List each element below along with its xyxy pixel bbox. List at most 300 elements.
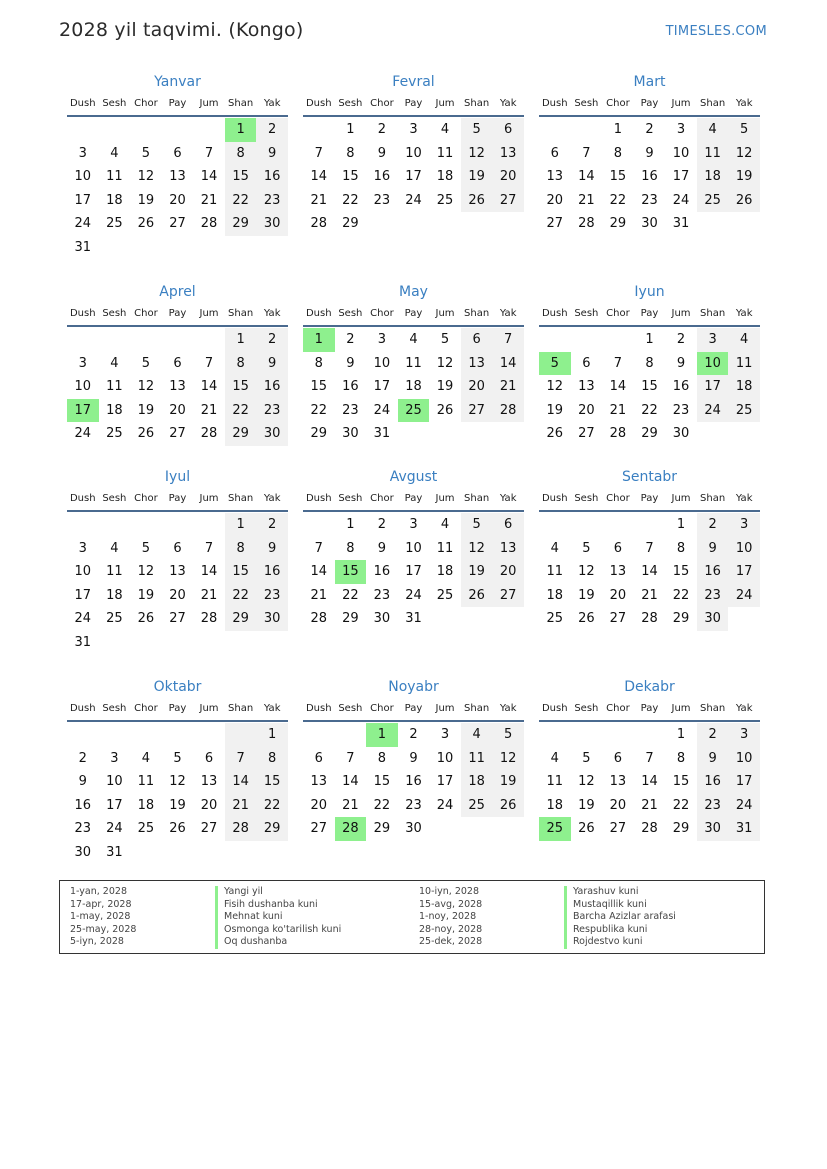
day-cell: 18 xyxy=(405,379,422,395)
day-cell: 14 xyxy=(578,169,595,185)
empty-cell xyxy=(303,118,335,142)
day-cell: 23 xyxy=(641,192,658,208)
day-cell: 6 xyxy=(613,540,623,556)
day-cell: 2 xyxy=(78,750,87,766)
day-cell: 13 xyxy=(169,379,186,395)
day-cell: 17 xyxy=(405,564,422,580)
month-block xyxy=(303,677,524,841)
day-cell: 19 xyxy=(461,165,493,189)
weekday-label: Sesh xyxy=(338,308,363,319)
day-cell: 22 xyxy=(342,192,359,208)
day-cell: 22 xyxy=(609,192,627,208)
weekday-label: Sesh xyxy=(574,308,599,319)
day-cell: 6 xyxy=(173,145,182,161)
empty-cell xyxy=(67,723,99,747)
day-cell: 30 xyxy=(74,844,92,860)
day-cell: 7 xyxy=(314,540,323,556)
day-cell: 15 xyxy=(310,379,328,395)
day-cell: 16 xyxy=(697,560,729,584)
day-cell: 29 xyxy=(609,216,627,232)
empty-cell xyxy=(130,513,162,537)
day-cell: 29 xyxy=(256,817,288,841)
empty-cell xyxy=(99,723,131,747)
day-cell: 28 xyxy=(492,399,524,423)
day-cell: 27 xyxy=(461,399,493,423)
holiday-day-cell: 1 xyxy=(303,328,335,352)
days-grid xyxy=(303,723,524,841)
day-cell: 4 xyxy=(110,355,119,371)
day-cell: 4 xyxy=(461,723,493,747)
day-cell: 20 xyxy=(609,587,627,603)
day-cell: 27 xyxy=(492,584,524,608)
weekday-label: Sesh xyxy=(102,703,127,714)
day-cell: 16 xyxy=(256,165,288,189)
day-cell: 24 xyxy=(672,192,690,208)
day-cell: 5 xyxy=(141,355,151,371)
day-cell: 3 xyxy=(676,122,686,137)
day-cell: 3 xyxy=(440,727,450,742)
empty-cell xyxy=(335,723,367,747)
day-cell: 16 xyxy=(256,375,288,399)
day-cell: 24 xyxy=(74,216,92,232)
weekday-label: Yak xyxy=(499,703,517,714)
day-cell: 15 xyxy=(373,774,391,790)
day-cell: 27 xyxy=(169,216,186,232)
weekday-label: Pay xyxy=(640,98,659,109)
day-cell: 17 xyxy=(672,169,690,185)
day-cell: 9 xyxy=(409,750,418,766)
day-cell: 9 xyxy=(377,145,387,161)
day-cell: 13 xyxy=(310,774,328,790)
day-cell: 21 xyxy=(609,402,627,418)
day-cell: 31 xyxy=(74,634,92,650)
day-cell: 14 xyxy=(310,169,328,185)
day-cell: 27 xyxy=(546,216,564,232)
weekday-label: Shan xyxy=(228,703,254,714)
day-cell: 19 xyxy=(436,379,454,395)
day-cell: 18 xyxy=(697,165,729,189)
day-cell: 20 xyxy=(492,560,524,584)
day-cell: 12 xyxy=(137,169,155,185)
weekday-label: Pay xyxy=(640,308,659,319)
day-cell: 24 xyxy=(373,402,391,418)
day-cell: 29 xyxy=(672,611,690,627)
day-cell: 26 xyxy=(137,611,155,627)
month-name: Mart xyxy=(633,74,666,90)
weekday-label: Dush xyxy=(69,493,96,504)
legend-date: 1-may, 2028 xyxy=(70,911,131,923)
empty-cell xyxy=(99,118,131,142)
month-name: Iyul xyxy=(164,469,191,485)
empty-cell xyxy=(634,723,666,747)
weekday-label: Dush xyxy=(541,493,568,504)
day-cell: 26 xyxy=(137,426,155,442)
day-cell: 7 xyxy=(204,145,214,161)
weekday-label: Pay xyxy=(168,493,187,504)
weekday-label: Pay xyxy=(404,98,423,109)
day-cell: 25 xyxy=(106,426,123,442)
day-cell: 17 xyxy=(106,797,123,813)
day-cell: 28 xyxy=(225,817,257,841)
weekday-label: Chor xyxy=(134,703,158,714)
days-grid xyxy=(303,328,524,446)
day-cell: 23 xyxy=(697,794,729,818)
day-cell: 25 xyxy=(546,611,564,627)
day-cell: 26 xyxy=(137,216,155,232)
day-cell: 24 xyxy=(405,192,422,208)
month-name: Dekabr xyxy=(624,679,675,695)
legend-holiday-name: Mehnat kuni xyxy=(215,911,341,924)
day-cell: 1 xyxy=(346,517,355,532)
day-cell: 23 xyxy=(256,399,288,423)
day-cell: 21 xyxy=(310,192,328,208)
day-cell: 12 xyxy=(461,537,493,561)
day-cell: 26 xyxy=(728,189,760,213)
weekday-label: Chor xyxy=(370,703,394,714)
day-cell: 11 xyxy=(697,142,729,166)
day-cell: 10 xyxy=(74,379,92,395)
weekday-label: Yak xyxy=(735,493,753,504)
weekday-label: Shan xyxy=(228,98,254,109)
weekday-label: Shan xyxy=(700,703,726,714)
day-cell: 27 xyxy=(169,426,186,442)
day-cell: 8 xyxy=(346,145,355,161)
holiday-day-cell: 10 xyxy=(697,352,729,376)
day-cell: 11 xyxy=(436,145,454,161)
weekday-label: Dush xyxy=(69,308,96,319)
month-name: Oktabr xyxy=(153,679,202,695)
day-cell: 17 xyxy=(436,774,454,790)
empty-cell xyxy=(67,118,99,142)
weekday-label: Pay xyxy=(404,308,423,319)
day-cell: 25 xyxy=(106,611,123,627)
day-cell: 10 xyxy=(74,169,92,185)
day-cell: 29 xyxy=(225,212,257,236)
day-cell: 7 xyxy=(204,355,214,371)
day-cell: 21 xyxy=(641,797,658,813)
legend-date: 10-iyn, 2028 xyxy=(419,886,480,897)
day-cell: 11 xyxy=(106,379,123,395)
day-cell: 1 xyxy=(676,727,686,742)
day-cell: 21 xyxy=(492,375,524,399)
day-cell: 5 xyxy=(582,540,591,556)
day-cell: 7 xyxy=(613,355,623,371)
day-cell: 8 xyxy=(256,747,288,771)
day-cell: 13 xyxy=(546,169,564,185)
day-cell: 11 xyxy=(106,169,123,185)
day-cell: 24 xyxy=(697,399,729,423)
day-cell: 27 xyxy=(310,821,328,837)
legend-holiday-name: Respublika kuni xyxy=(564,924,676,937)
weekday-label: Dush xyxy=(541,308,568,319)
day-cell: 20 xyxy=(492,165,524,189)
day-cell: 20 xyxy=(169,192,186,208)
day-cell: 10 xyxy=(405,145,422,161)
site-link[interactable]: TIMESLES.COM xyxy=(665,24,767,39)
day-cell: 17 xyxy=(728,560,760,584)
day-cell: 27 xyxy=(609,611,627,627)
day-cell: 29 xyxy=(225,607,257,631)
day-cell: 17 xyxy=(373,379,391,395)
day-cell: 16 xyxy=(641,169,658,185)
day-cell: 21 xyxy=(200,587,218,603)
day-cell: 3 xyxy=(78,355,87,371)
day-cell: 10 xyxy=(728,537,760,561)
day-cell: 7 xyxy=(225,747,257,771)
day-cell: 19 xyxy=(137,587,155,603)
day-cell: 25 xyxy=(137,821,155,837)
day-cell: 4 xyxy=(728,328,760,352)
day-cell: 19 xyxy=(461,560,493,584)
days-grid xyxy=(67,723,288,865)
day-cell: 1 xyxy=(613,122,623,137)
day-cell: 22 xyxy=(672,797,690,813)
day-cell: 11 xyxy=(546,564,564,580)
weekday-label: Dush xyxy=(541,98,568,109)
day-cell: 30 xyxy=(641,216,658,232)
day-cell: 22 xyxy=(225,399,257,423)
day-cell: 11 xyxy=(728,352,760,376)
weekday-label: Sesh xyxy=(338,703,363,714)
day-cell: 4 xyxy=(110,540,119,556)
weekday-label: Chor xyxy=(134,493,158,504)
weekday-header xyxy=(303,493,524,512)
day-cell: 28 xyxy=(578,216,595,232)
day-cell: 27 xyxy=(492,189,524,213)
day-cell: 13 xyxy=(578,379,595,395)
day-cell: 19 xyxy=(137,192,155,208)
day-cell: 8 xyxy=(377,750,387,766)
day-cell: 31 xyxy=(728,817,760,841)
day-cell: 4 xyxy=(440,517,450,532)
day-cell: 12 xyxy=(578,564,595,580)
days-grid xyxy=(303,118,524,236)
weekday-label: Yak xyxy=(263,493,281,504)
weekday-header xyxy=(67,98,288,117)
weekday-label: Jum xyxy=(671,98,691,109)
weekday-label: Jum xyxy=(435,493,455,504)
day-cell: 22 xyxy=(641,402,658,418)
day-cell: 29 xyxy=(225,422,257,446)
day-cell: 22 xyxy=(373,797,391,813)
month-block xyxy=(303,72,524,236)
day-cell: 26 xyxy=(169,821,186,837)
holiday-legend xyxy=(59,880,765,954)
day-cell: 30 xyxy=(342,426,359,442)
day-cell: 26 xyxy=(578,611,595,627)
legend-holiday-name: Yangi yil xyxy=(215,886,341,899)
day-cell: 2 xyxy=(256,513,288,537)
day-cell: 13 xyxy=(492,537,524,561)
legend-date: 17-apr, 2028 xyxy=(70,898,132,910)
month-block xyxy=(67,467,288,655)
day-cell: 8 xyxy=(225,537,257,561)
day-cell: 7 xyxy=(645,750,654,766)
day-cell: 6 xyxy=(314,750,323,766)
day-cell: 23 xyxy=(342,402,359,418)
month-name: Iyun xyxy=(634,284,665,300)
day-cell: 4 xyxy=(110,145,119,161)
weekday-label: Sesh xyxy=(102,308,127,319)
day-cell: 18 xyxy=(106,587,123,603)
day-cell: 2 xyxy=(346,332,355,347)
weekday-label: Sesh xyxy=(574,493,599,504)
weekday-label: Pay xyxy=(168,98,187,109)
weekday-label: Jum xyxy=(671,493,691,504)
day-cell: 16 xyxy=(342,379,359,395)
holiday-day-cell: 28 xyxy=(335,817,367,841)
day-cell: 18 xyxy=(461,770,493,794)
day-cell: 23 xyxy=(373,192,391,208)
day-cell: 24 xyxy=(405,587,422,603)
day-cell: 18 xyxy=(546,797,564,813)
day-cell: 26 xyxy=(578,821,595,837)
day-cell: 23 xyxy=(373,587,391,603)
holiday-day-cell: 25 xyxy=(398,399,430,423)
empty-cell xyxy=(571,118,603,142)
day-cell: 16 xyxy=(373,564,391,580)
legend-names-right xyxy=(564,886,676,949)
day-cell: 18 xyxy=(106,402,123,418)
day-cell: 3 xyxy=(110,750,119,766)
day-cell: 22 xyxy=(225,584,257,608)
month-block xyxy=(303,467,524,631)
day-cell: 15 xyxy=(609,169,627,185)
day-cell: 25 xyxy=(436,192,454,208)
empty-cell xyxy=(162,118,194,142)
weekday-label: Jum xyxy=(435,703,455,714)
empty-cell xyxy=(602,513,634,537)
day-cell: 15 xyxy=(641,379,658,395)
day-cell: 6 xyxy=(492,118,524,142)
day-cell: 17 xyxy=(697,375,729,399)
month-block xyxy=(539,677,760,841)
month-name: May xyxy=(399,284,428,300)
day-cell: 16 xyxy=(256,560,288,584)
month-block xyxy=(303,282,524,446)
day-cell: 11 xyxy=(106,564,123,580)
day-cell: 25 xyxy=(106,216,123,232)
legend-holiday-name: Rojdestvo kuni xyxy=(564,936,676,949)
weekday-label: Chor xyxy=(606,98,630,109)
day-cell: 9 xyxy=(697,537,729,561)
empty-cell xyxy=(130,723,162,747)
day-cell: 14 xyxy=(200,564,218,580)
empty-cell xyxy=(539,328,571,352)
day-cell: 26 xyxy=(461,189,493,213)
day-cell: 13 xyxy=(200,774,218,790)
days-grid xyxy=(539,513,760,631)
day-cell: 16 xyxy=(405,774,422,790)
day-cell: 22 xyxy=(342,587,359,603)
day-cell: 20 xyxy=(310,797,328,813)
legend-names-left xyxy=(215,886,341,949)
day-cell: 1 xyxy=(645,332,654,347)
day-cell: 4 xyxy=(697,118,729,142)
day-cell: 2 xyxy=(256,118,288,142)
holiday-day-cell: 17 xyxy=(67,399,99,423)
day-cell: 28 xyxy=(200,611,218,627)
day-cell: 8 xyxy=(613,145,623,161)
day-cell: 5 xyxy=(173,750,182,766)
day-cell: 18 xyxy=(728,375,760,399)
day-cell: 23 xyxy=(74,821,92,837)
day-cell: 6 xyxy=(204,750,214,766)
day-cell: 12 xyxy=(728,142,760,166)
day-cell: 23 xyxy=(405,797,422,813)
day-cell: 3 xyxy=(409,122,418,137)
day-cell: 30 xyxy=(256,422,288,446)
day-cell: 3 xyxy=(78,145,87,161)
day-cell: 23 xyxy=(256,584,288,608)
weekday-label: Jum xyxy=(199,703,219,714)
weekday-header xyxy=(539,98,760,117)
weekday-label: Pay xyxy=(168,308,187,319)
day-cell: 29 xyxy=(373,821,391,837)
day-cell: 21 xyxy=(225,794,257,818)
day-cell: 19 xyxy=(492,770,524,794)
days-grid xyxy=(67,328,288,446)
day-cell: 28 xyxy=(200,426,218,442)
holiday-day-cell: 1 xyxy=(225,118,257,142)
day-cell: 6 xyxy=(173,540,182,556)
weekday-label: Shan xyxy=(700,308,726,319)
day-cell: 16 xyxy=(74,797,92,813)
weekday-label: Dush xyxy=(69,98,96,109)
weekday-label: Shan xyxy=(700,493,726,504)
day-cell: 4 xyxy=(550,750,559,766)
day-cell: 9 xyxy=(256,352,288,376)
day-cell: 12 xyxy=(137,564,155,580)
weekday-label: Jum xyxy=(435,308,455,319)
day-cell: 9 xyxy=(78,774,87,790)
day-cell: 27 xyxy=(169,611,186,627)
day-cell: 22 xyxy=(310,402,328,418)
weekday-label: Dush xyxy=(69,703,96,714)
weekday-label: Shan xyxy=(464,703,490,714)
month-name: Avgust xyxy=(389,469,438,485)
weekday-label: Chor xyxy=(370,98,394,109)
day-cell: 2 xyxy=(377,517,387,532)
day-cell: 8 xyxy=(314,355,323,371)
day-cell: 2 xyxy=(697,723,729,747)
day-cell: 10 xyxy=(672,145,690,161)
day-cell: 3 xyxy=(697,328,729,352)
weekday-label: Yak xyxy=(735,98,753,109)
legend-holiday-name: Yarashuv kuni xyxy=(564,886,676,899)
empty-cell xyxy=(225,723,257,747)
legend-date: 1-noy, 2028 xyxy=(419,911,477,923)
weekday-label: Sesh xyxy=(574,703,599,714)
empty-cell xyxy=(99,328,131,352)
day-cell: 19 xyxy=(546,402,564,418)
empty-cell xyxy=(303,513,335,537)
month-block xyxy=(539,72,760,236)
day-cell: 21 xyxy=(200,402,218,418)
day-cell: 8 xyxy=(346,540,355,556)
weekday-label: Chor xyxy=(134,308,158,319)
weekday-label: Dush xyxy=(541,703,568,714)
day-cell: 4 xyxy=(440,122,450,137)
day-cell: 4 xyxy=(550,540,559,556)
day-cell: 1 xyxy=(225,513,257,537)
day-cell: 21 xyxy=(200,192,218,208)
day-cell: 7 xyxy=(492,328,524,352)
empty-cell xyxy=(162,328,194,352)
weekday-header xyxy=(67,308,288,327)
day-cell: 12 xyxy=(578,774,595,790)
day-cell: 30 xyxy=(373,611,391,627)
